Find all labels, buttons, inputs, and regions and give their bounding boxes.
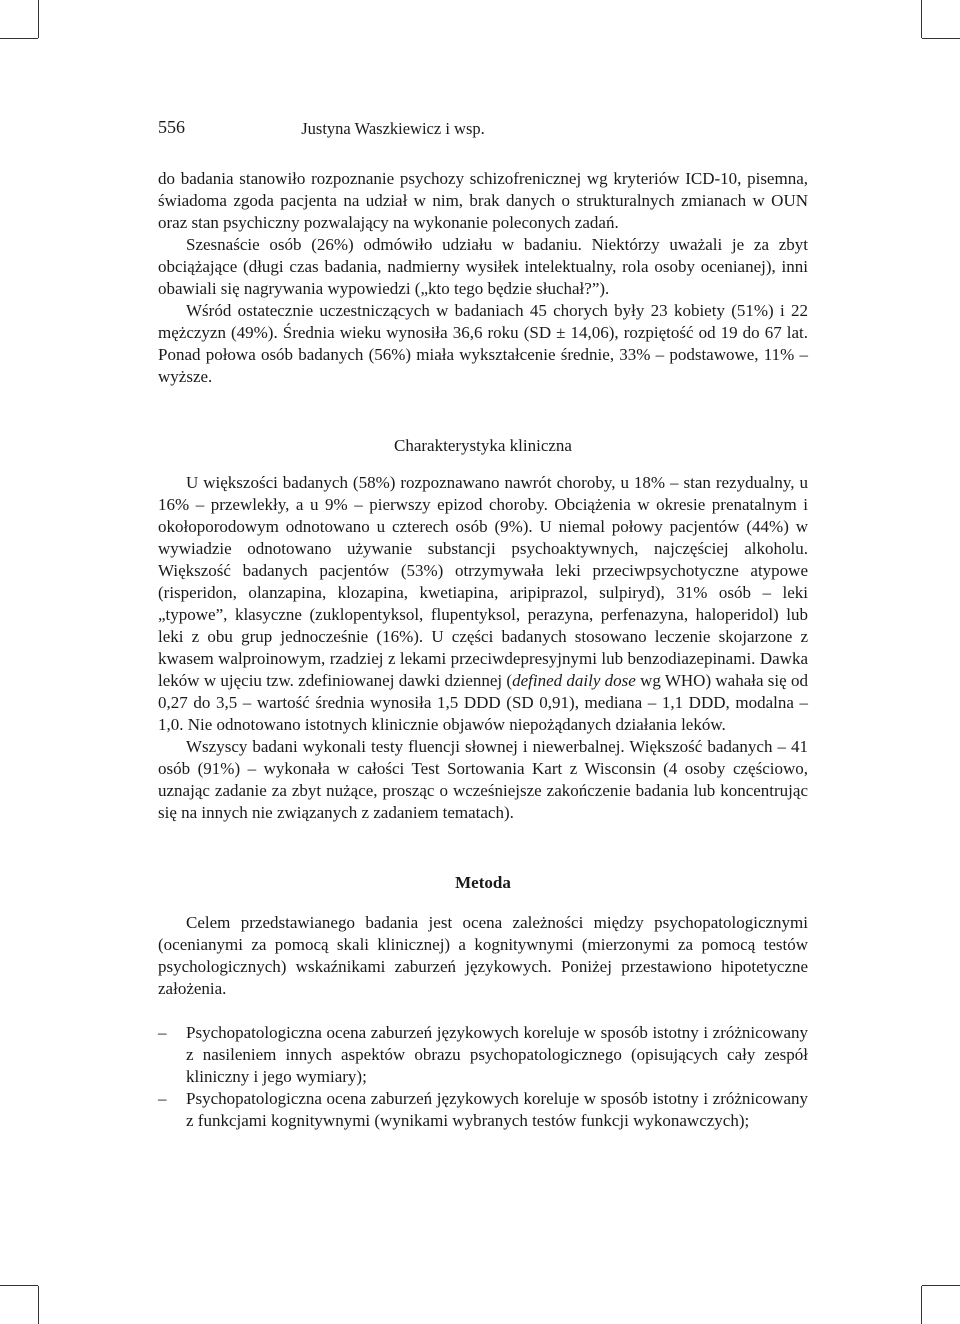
crop-mark-top-left-vertical [38, 0, 39, 38]
clinical-paragraph-1 [158, 472, 808, 736]
intro-paragraph-2: Szesnaście osób (26%) odmówiło udziału w badaniu. Niektórzy uważali je za zbyt obciążające (długi czas badania, nadmierny wysiłek intelektualny, rola osoby ocenianej), inni obawiali się nagrywania wypowiedzi („kto tego będzie słuchał?”). [158, 235, 808, 298]
dash-bullet: – [158, 1023, 167, 1042]
crop-mark-bottom-right-vertical [921, 1286, 922, 1324]
list-item-text: Psychopatologiczna ocena zaburzeń językowych koreluje w sposób istotny i zróżnicowany z nasileniem innych aspektów obrazu psychopatologicznego (opisujących cały zespół kliniczny i jego wymiary); [186, 1023, 808, 1086]
crop-mark-bottom-left-vertical [38, 1286, 39, 1324]
dash-bullet: – [158, 1089, 167, 1108]
crop-mark-top-right-vertical [921, 0, 922, 38]
method-heading: Metoda [455, 873, 511, 892]
method-body [158, 912, 808, 1132]
clinical-paragraph-2: Wszyscy badani wykonali testy fluencji słownej i niewerbalnej. Większość badanych – 41 osób (91%) – wykonała w całości Test Sortowania Kart z Wisconsin (4 osoby częściowo, uznając zadanie za zbyt nużące, prosząc o wcześniejsze zakończenie badania lub koncentrując się na innych nie związanych z zadaniem tematach). [158, 737, 808, 822]
clinical-heading: Charakterystyka kliniczna [394, 436, 572, 455]
clinical-paragraph-1-a: U większości badanych (58%) rozpoznawano nawrót choroby, u 18% – stan rezydualny, u 16% – przewlekły, a u 9% – pierwszy epizod choroby. Obciążenia w okresie prenatalnym i okołoporodowym odnotowano u czterech osób (9%). U niemal połowy pacjentów (44%) w wywiadzie odnotowano używanie substancji psychoaktywnych, najczęściej alkoholu. Większość badanych pacjentów (53%) otrzymywała leki przeciwpsychotyczne atypowe (risperidon, olanzapina, klozapina, kwetiapina, aripiprazol, sulpiryd), 31% osób – leki „typowe”, klasyczne (zuklopentyksol, flupentyksol, perazyna, perfenazyna, haloperidol) lub leki z obu grup jednocześnie (16%). U części badanych stosowano leczenie skojarzone z kwasem walproinowym, rzadziej z lekami przeciwdepresyjnymi lub benzodiazepinami. Dawka leków w ujęciu tzw. zdefiniowanej dawki dziennej ( [158, 473, 808, 690]
list-item-text: Psychopatologiczna ocena zaburzeń językowych koreluje w sposób istotny i zróżnicowany z funkcjami kognitywnymi (wynikami wybranych testów funkcji wykonawczych); [186, 1089, 808, 1130]
clinical-section [158, 435, 808, 457]
intro-paragraph-3: Wśród ostatecznie uczestniczących w badaniach 45 chorych były 23 kobiety (51%) i 22 mężczyzn (49%). Średnia wieku wynosiła 36,6 roku (SD ± 14,06), rozpiętość od 19 do 67 lat. Ponad połowa osób badanych (56%) miała wykształcenie średnie, 33% – podstawowe, 11% – wyższe. [158, 301, 808, 386]
method-paragraph-1: Celem przedstawianego badania jest ocena zależności między psychopatologicznymi (ocenianymi za pomocą skali klinicznej) a kognitywnymi (mierzonymi za pomocą testów psychologicznych) wskaźnikami zaburzeń językowych. Poniżej przestawiono hipotetyczne założenia. [158, 913, 808, 998]
clinical-body [158, 472, 808, 824]
intro-section [158, 168, 808, 388]
page-number: 556 [158, 117, 185, 137]
crop-mark-top-left-horizontal [0, 38, 38, 39]
list-item [158, 1022, 808, 1088]
intro-paragraph-1: do badania stanowiło rozpoznanie psychozy schizofrenicznej wg kryteriów ICD-10, pisemna, świadoma zgoda pacjenta na udział w nim, brak danych o strukturalnych zmianach w OUN oraz stan psychiczny pozwalający na wykonanie poleconych zadań. [158, 169, 808, 232]
clinical-paragraph-1-italic: defined daily dose [512, 671, 636, 690]
crop-mark-bottom-right-horizontal [922, 1285, 960, 1286]
hypotheses-list [158, 1022, 808, 1132]
crop-mark-top-right-horizontal [922, 38, 960, 39]
crop-mark-bottom-left-horizontal [0, 1285, 38, 1286]
running-head: Justyna Waszkiewicz i wsp. [301, 119, 485, 138]
clinical-paragraph-1-b: wg WHO) wahała się od 0,27 do 3,5 – wartość średnia wynosiła 1,5 DDD (SD 0,91), mediana – 1,1 DDD, modalna – 1,0. Nie odnotowano istotnych klinicznie objawów niepożądanych działania leków. [158, 671, 808, 734]
page-header [158, 116, 808, 140]
method-section [158, 872, 808, 894]
list-item [158, 1088, 808, 1132]
